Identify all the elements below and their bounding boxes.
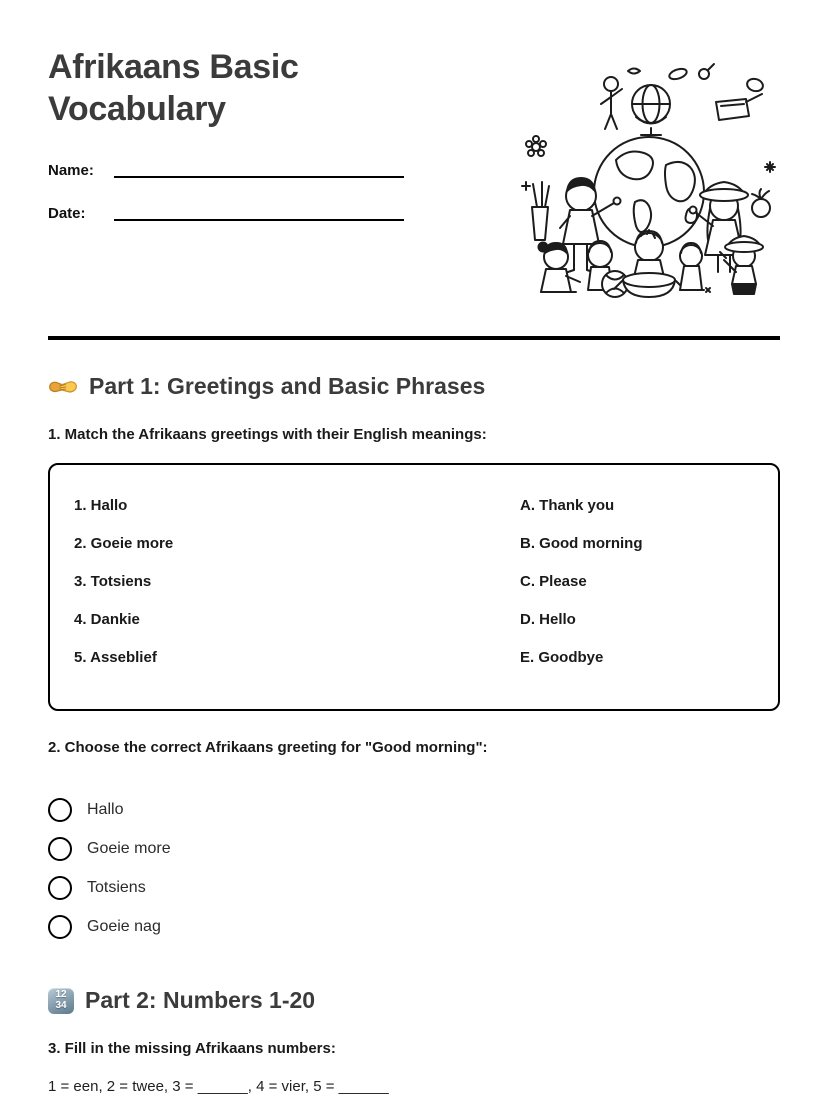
radio-button[interactable]: [48, 915, 72, 939]
match-item-left: 5. Asseblief: [74, 649, 157, 666]
children-globe-illustration: [518, 44, 780, 306]
part1-heading: [48, 373, 780, 400]
radio-option-goeie-nag[interactable]: [48, 915, 780, 939]
name-input-line[interactable]: [114, 157, 404, 178]
option-label: Goeie nag: [87, 918, 161, 935]
match-row: [74, 611, 754, 628]
match-item-right: B. Good morning: [520, 535, 643, 552]
header-left: [48, 0, 404, 306]
question-2-options: [48, 798, 780, 939]
name-field-row: [48, 157, 404, 179]
section-divider: [48, 336, 780, 340]
numbers-icon-row-bottom: 34: [55, 999, 67, 1011]
radio-button[interactable]: [48, 798, 72, 822]
part2-heading: [48, 987, 780, 1014]
option-label: Totsiens: [87, 879, 146, 896]
match-row: [74, 497, 754, 514]
name-label: Name:: [48, 162, 94, 180]
part2-heading-text: Part 2: Numbers 1-20: [85, 987, 316, 1013]
date-field-row: [48, 200, 404, 222]
match-row: [74, 535, 754, 552]
numbers-icon-row-top: 12: [55, 989, 67, 1000]
match-item-left: 2. Goeie more: [74, 535, 174, 552]
match-item-right: A. Thank you: [520, 497, 615, 514]
match-item-left: 3. Totsiens: [74, 573, 152, 590]
date-input-line[interactable]: [114, 200, 404, 221]
radio-option-totsiens[interactable]: [48, 876, 780, 900]
match-item-right: D. Hello: [520, 611, 576, 628]
match-item-left: 1. Hallo: [74, 497, 128, 514]
question-3-prompt: 3. Fill in the missing Afrikaans numbers:: [48, 1040, 336, 1057]
question-2-prompt: 2. Choose the correct Afrikaans greeting for "Good morning":: [48, 739, 488, 756]
option-label: Hallo: [87, 801, 124, 818]
question-1-prompt: 1. Match the Afrikaans greetings with their English meanings:: [48, 426, 487, 443]
radio-button[interactable]: [48, 876, 72, 900]
handshake-icon: [48, 376, 78, 398]
radio-option-hallo[interactable]: [48, 798, 780, 822]
date-label: Date:: [48, 205, 86, 223]
matching-box: [48, 463, 780, 711]
numbers-icon: [48, 988, 74, 1014]
match-row: [74, 649, 754, 666]
match-row: [74, 573, 754, 590]
header: [48, 0, 780, 306]
fill-in-numbers-line[interactable]: 1 = een, 2 = twee, 3 = ______, 4 = vier, 5 = ______: [48, 1078, 389, 1095]
match-item-right: C. Please: [520, 573, 587, 590]
radio-option-goeie-more[interactable]: [48, 837, 780, 861]
part1-heading-text: Part 1: Greetings and Basic Phrases: [89, 373, 486, 399]
match-item-left: 4. Dankie: [74, 611, 140, 628]
radio-button[interactable]: [48, 837, 72, 861]
page-title: Afrikaans Basic Vocabulary: [48, 48, 299, 129]
option-label: Goeie more: [87, 840, 171, 857]
match-item-right: E. Goodbye: [520, 649, 604, 666]
